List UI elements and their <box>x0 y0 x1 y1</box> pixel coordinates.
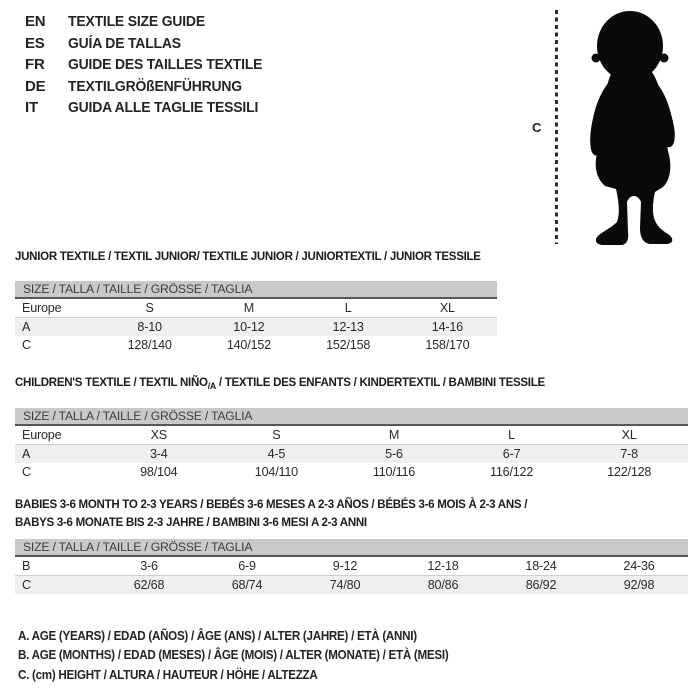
height-cell: 110/116 <box>372 465 416 479</box>
height-cell: 116/122 <box>489 465 534 479</box>
age-cell: 14-16 <box>431 320 463 334</box>
size-cell: M <box>388 428 400 442</box>
height-measure-dotted-line <box>555 10 558 244</box>
language-row-fr <box>25 54 277 76</box>
table-row-months <box>15 557 688 576</box>
measurement-legend <box>18 627 481 685</box>
title-subscript: /A <box>207 380 216 392</box>
age-cell: 10-12 <box>233 320 265 334</box>
language-code: EN <box>25 13 46 30</box>
height-cell: 158/170 <box>425 338 470 352</box>
age-cell: 12-13 <box>332 320 364 334</box>
language-title: GUÍA DE TALLAS <box>68 34 181 52</box>
months-cell: 9-12 <box>332 559 358 573</box>
months-cell: 3-6 <box>140 559 158 573</box>
age-cell: 6-7 <box>502 447 521 461</box>
language-code: IT <box>25 99 38 117</box>
row-label: Europe <box>22 301 62 315</box>
size-header-bar: SIZE / TALLA / TAILLE / GRÖSSE / TAGLIA <box>15 408 688 426</box>
size-cell: XL <box>439 301 455 315</box>
height-cell: 98/104 <box>140 465 178 479</box>
table-title <box>15 375 641 391</box>
height-cell: 74/80 <box>329 578 361 592</box>
language-row-en <box>25 11 277 33</box>
table-title: JUNIOR TEXTILE / TEXTIL JUNIOR/ TEXTILE JUNIOR / JUNIORTEXTIL / JUNIOR TESSILE <box>15 249 481 263</box>
size-cell: S <box>145 301 154 315</box>
table-row-age <box>15 445 688 463</box>
height-cell: 86/92 <box>525 578 557 592</box>
measure-label-c: C <box>532 120 542 135</box>
table-row-europe <box>15 299 497 318</box>
height-cell: 128/140 <box>127 338 172 352</box>
height-cell: 104/110 <box>254 465 298 479</box>
language-row-it <box>25 97 277 119</box>
age-cell: 3-4 <box>149 447 168 461</box>
language-code: DE <box>25 77 46 95</box>
row-label: Europe <box>22 428 62 442</box>
table-row-height <box>15 463 688 481</box>
table-title-line2: BABYS 3-6 MONATE BIS 2-3 JAHRE / BAMBINI 3-6 MESI A 2-3 ANNI <box>15 515 367 529</box>
months-cell: 12-18 <box>427 559 459 573</box>
row-label: A <box>22 320 31 334</box>
size-header-bar: SIZE / TALLA / TAILLE / GRÖSSE / TAGLIA <box>15 539 688 557</box>
legend-line-c: C. (cm) HEIGHT / ALTURA / HAUTEUR / HÖHE / ALTEZZA <box>18 667 318 682</box>
language-title-list <box>25 11 277 119</box>
height-cell: 140/152 <box>226 338 271 352</box>
row-label: B <box>22 559 31 573</box>
age-cell: 7-8 <box>620 447 638 461</box>
row-label: C <box>22 465 31 479</box>
table-title-line1: BABIES 3-6 MONTH TO 2-3 YEARS / BEBÉS 3-6 MESES A 2-3 AÑOS / BÉBÉS 3-6 MOIS À 2-3 ANS / <box>15 497 528 511</box>
size-cell: XL <box>621 428 637 442</box>
language-code: FR <box>25 56 45 74</box>
baby-silhouette-icon <box>566 6 696 246</box>
table-row-europe <box>15 426 688 445</box>
size-cell: L <box>508 428 515 442</box>
legend-line-b: B. AGE (MONTHS) / EDAD (MESES) / ÂGE (MOIS) / ALTER (MONATE) / ETÀ (MESI) <box>18 648 449 663</box>
age-cell: 5-6 <box>385 447 403 461</box>
size-header-bar: SIZE / TALLA / TAILLE / GRÖSSE / TAGLIA <box>15 281 497 299</box>
row-label: C <box>22 338 31 352</box>
measurement-figure <box>530 6 698 248</box>
language-title: GUIDA ALLE TAGLIE TESSILI <box>68 99 259 117</box>
age-cell: 4-5 <box>267 447 286 461</box>
language-title: TEXTILGRÖßENFÜHRUNG <box>68 77 242 95</box>
legend-line-a: A. AGE (YEARS) / EDAD (AÑOS) / ÂGE (ANS) / ALTER (JAHRE) / ETÀ (ANNI) <box>18 629 417 643</box>
height-cell: 92/98 <box>623 578 655 592</box>
language-title: TEXTILE SIZE GUIDE <box>68 13 205 30</box>
size-cell: M <box>243 301 255 315</box>
height-cell: 80/86 <box>427 578 459 592</box>
title-part: / TEXTILE DES ENFANTS / KINDERTEXTIL / BAMBINI TESSILE <box>215 375 545 389</box>
height-cell: 122/128 <box>607 465 652 479</box>
language-code: ES <box>25 34 45 52</box>
months-cell: 18-24 <box>525 559 557 573</box>
language-row-de <box>25 76 277 98</box>
height-cell: 152/158 <box>326 338 371 352</box>
language-row-es <box>25 33 277 55</box>
table-row-height <box>15 336 497 354</box>
babies-textile-table <box>15 495 688 594</box>
months-cell: 24-36 <box>623 559 655 573</box>
title-part: CHILDREN'S TEXTILE / TEXTIL NIÑO <box>15 375 208 389</box>
row-label: A <box>22 447 31 461</box>
size-cell: XS <box>150 428 167 442</box>
age-cell: 8-10 <box>137 320 162 334</box>
height-cell: 62/68 <box>133 578 165 592</box>
language-title: GUIDE DES TAILLES TEXTILE <box>68 56 263 74</box>
size-cell: L <box>344 301 352 315</box>
size-cell: S <box>272 428 281 442</box>
months-cell: 6-9 <box>238 559 256 573</box>
table-row-height <box>15 576 688 594</box>
childrens-textile-table <box>15 375 688 481</box>
junior-textile-table <box>15 249 497 354</box>
table-row-age <box>15 318 497 336</box>
row-label: C <box>22 578 31 592</box>
height-cell: 68/74 <box>231 578 263 592</box>
